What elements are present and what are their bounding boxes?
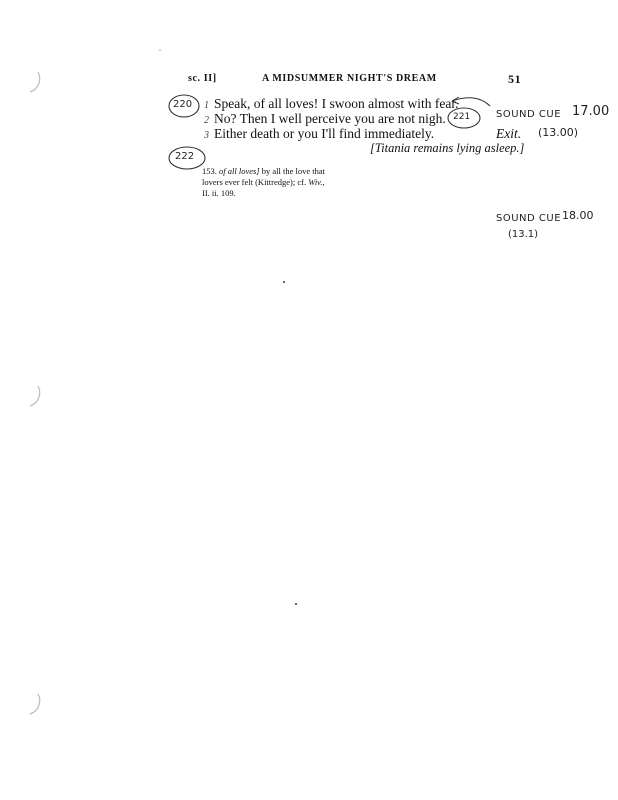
cue-number-221: 221 [453, 112, 471, 122]
sound-cue-17-label: SOUND CUE [496, 109, 562, 120]
sound-cue-17-number: 17.00 [572, 104, 610, 119]
page-number: 51 [508, 72, 522, 86]
line-number: 1 [204, 100, 209, 111]
verse-line: Either death or you I'll find immediately. [214, 126, 435, 141]
footnote-term: of all loves] [219, 166, 260, 176]
binder-hole-top [30, 72, 40, 92]
speck [283, 281, 285, 283]
speck [295, 603, 297, 605]
cue-number-220: 220 [173, 99, 193, 110]
line-number: 2 [204, 115, 209, 126]
page-title: A MIDSUMMER NIGHT'S DREAM [262, 73, 437, 84]
verse-line: Speak, of all loves! I swoon almost with fear. [214, 96, 459, 111]
footnote-line-3: II. ii. 109. [202, 188, 236, 198]
footnote-line-2 [202, 177, 325, 188]
line-number: 3 [204, 130, 209, 141]
sound-cue-17-time: (13.00) [538, 126, 579, 139]
exit-direction: Exit. [496, 126, 522, 141]
speck [159, 49, 160, 50]
cue-number-222: 222 [175, 151, 195, 162]
footnote-text: by all the love that [261, 166, 325, 176]
scene-label: sc. II] [188, 73, 217, 84]
binder-hole-bottom [30, 694, 40, 714]
sound-cue-18-label: SOUND CUE [496, 213, 562, 224]
stage-direction: [Titania remains lying asleep.] [370, 141, 525, 155]
sound-cue-18-time: (13.1) [508, 229, 539, 240]
footnote-work: Wiv., [308, 177, 325, 187]
footnote-ref: 153. [202, 166, 217, 176]
binder-hole-middle [30, 386, 40, 406]
footnote-line-1 [202, 166, 325, 177]
verse-line: No? Then I well perceive you are not nigh. [214, 111, 446, 126]
sound-cue-18-number: 18.00 [562, 209, 594, 222]
footnote-text: lovers ever felt (Kittredge); cf. [202, 177, 307, 187]
